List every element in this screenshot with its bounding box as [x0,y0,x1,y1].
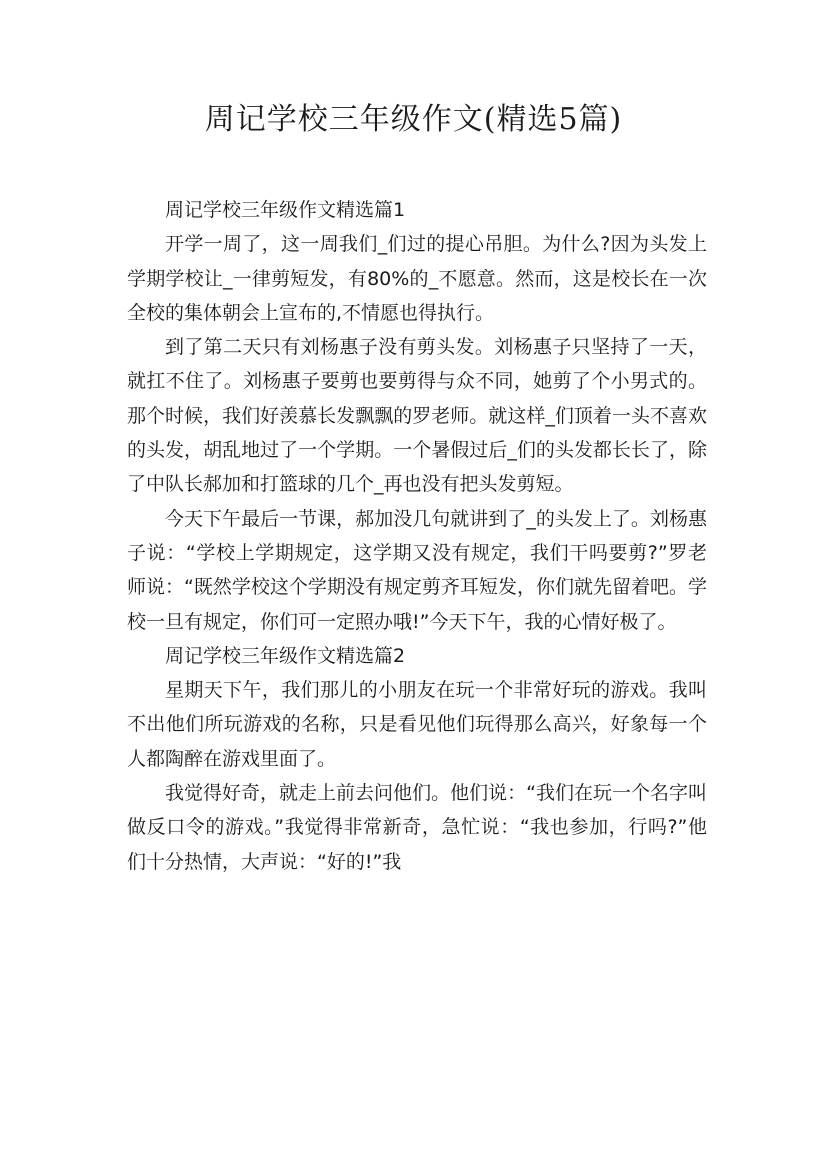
document-title: 周记学校三年级作文(精选5篇) [204,102,623,137]
section-heading-2: 周记学校三年级作文精选篇2 [165,644,406,667]
paragraph: 开学一周了，这一周我们_们过的提心吊胆。为什么?因为头发上学期学校让_一律剪短发，有80%的_不愿意。然而，这是校长在一次全校的集体朝会上宣布的,不情愿也得执行。 [127,233,707,324]
paragraph: 到了第二天只有刘杨惠子没有剪头发。刘杨惠子只坚持了一天，就扛不住了。刘杨惠子要剪也要剪得与众不同，她剪了个小男式的。那个时候，我们好羡慕长发飘飘的罗老师。就这样_们顶着一头不喜欢的头发，胡乱地过了一个学期。一个暑假过后_们的头发都长长了，除了中队长郝加和打篮球的几个_再也没有把头发剪短。 [127,336,707,496]
document-body [127,193,707,879]
section-heading-1: 周记学校三年级作文精选篇1 [165,199,406,221]
paragraph: 今天下午最后一节课，郝加没几句就讲到了_的头发上了。刘杨惠子说：“学校上学期规定，这学期又没有规定，我们干吗要剪?”罗老师说：“既然学校这个学期没有规定剪齐耳短发，你们就先留着吧。学校一旦有规定，你们可一定照办哦!”今天下午，我的心情好极了。 [127,507,707,633]
paragraph: 我觉得好奇，就走上前去问他们。他们说：“我们在玩一个名字叫做反口令的游戏。”我觉得非常新奇，急忙说：“我也参加，行吗?”他们十分热情，大声说：“好的!”我 [127,782,707,873]
paragraph: 星期天下午，我们那儿的小朋友在玩一个非常好玩的游戏。我叫不出他们所玩游戏的名称，只是看见他们玩得那么高兴，好象每一个人都陶醉在游戏里面了。 [127,679,707,770]
